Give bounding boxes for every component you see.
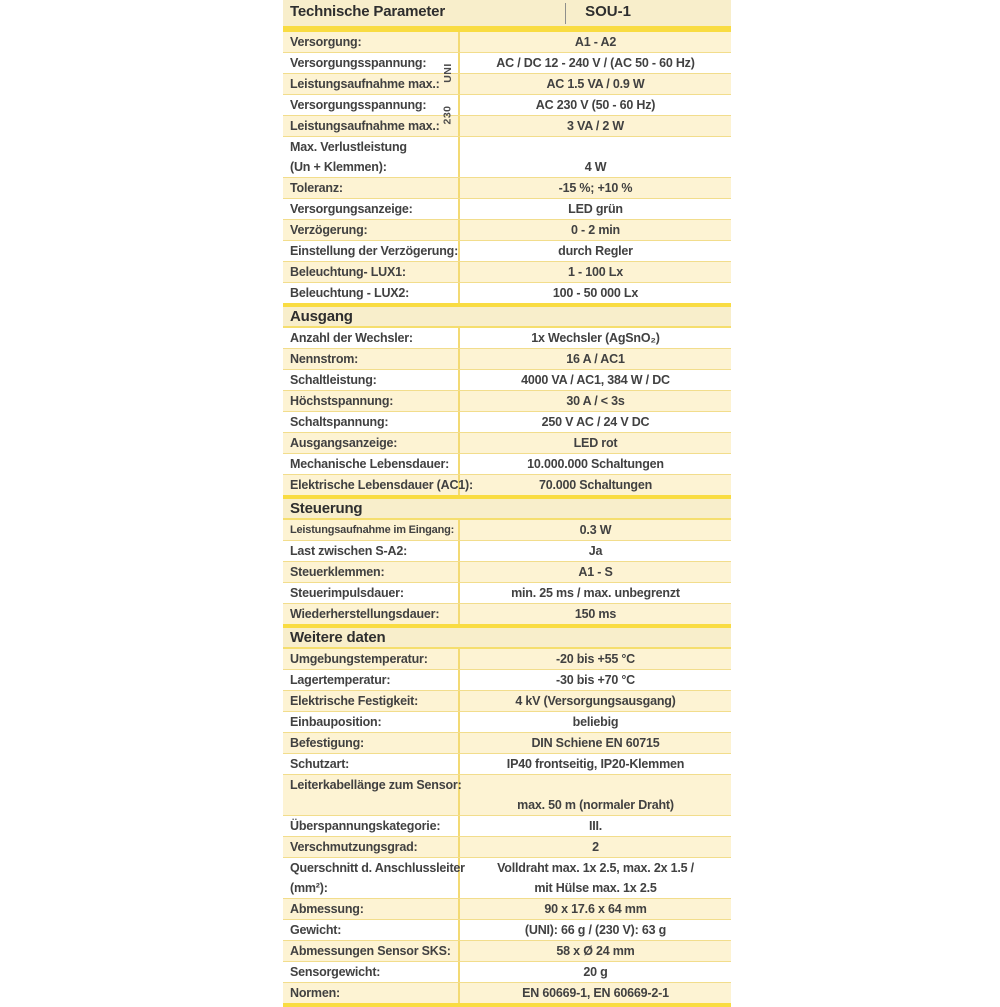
- spec-value-cell: [458, 116, 731, 136]
- spec-label-cell: [283, 370, 458, 390]
- spec-value: EN 60669-1, EN 60669-2-1: [522, 986, 669, 1000]
- spec-value-cell: [458, 433, 731, 453]
- spec-value: -30 bis +70 °C: [556, 673, 635, 687]
- spec-value: 90 x 17.6 x 64 mm: [544, 902, 647, 916]
- spec-label: Abmessung:: [290, 902, 364, 916]
- spec-label-cell: [283, 920, 458, 940]
- spec-label-cell: [283, 962, 458, 982]
- table-title: Technische Parameter: [290, 3, 445, 20]
- spec-value: beliebig: [572, 715, 619, 729]
- spec-label-cell: [283, 520, 458, 540]
- spec-value-cell: [458, 858, 731, 898]
- group-label-text: 230: [442, 105, 454, 125]
- spec-label-line2: (Un + Klemmen):: [290, 160, 387, 174]
- spec-label: Verschmutzungsgrad:: [290, 840, 418, 854]
- section-title: Weitere daten: [290, 629, 386, 646]
- spec-row: [283, 136, 731, 177]
- spec-value-cell: [458, 962, 731, 982]
- spec-row: [283, 369, 731, 390]
- spec-label: Versorgungsspannung:: [290, 98, 427, 112]
- spec-row: [283, 240, 731, 261]
- spec-row: [283, 94, 731, 125]
- spec-label: Leistungsaufnahme max.:: [290, 119, 440, 133]
- table-header: [283, 0, 731, 26]
- spec-value-cell: [458, 53, 731, 73]
- spec-label-cell: [283, 137, 458, 177]
- spec-label-cell: [283, 837, 458, 857]
- spec-label-cell: [283, 32, 458, 52]
- spec-value: AC / DC 12 - 240 V / (AC 50 - 60 Hz): [496, 56, 695, 70]
- spec-label: Toleranz:: [290, 181, 343, 195]
- spec-row: [283, 453, 731, 474]
- technical-parameters-table: [283, 0, 731, 1007]
- spec-label: Umgebungstemperatur:: [290, 652, 428, 666]
- spec-label-line2: (mm²):: [290, 881, 328, 895]
- spec-label-cell: [283, 562, 458, 582]
- spec-value-line2: max. 50 m (normaler Draht): [517, 798, 674, 812]
- spec-row: [283, 348, 731, 369]
- spec-value-cell: [458, 816, 731, 836]
- spec-row: [283, 52, 731, 83]
- spec-label: Einstellung der Verzögerung:: [290, 244, 459, 258]
- spec-value-cell: [458, 412, 731, 432]
- spec-value-cell: [458, 920, 731, 940]
- spec-value: Volldraht max. 1x 2.5, max. 2x 1.5 /: [497, 861, 694, 875]
- spec-value-cell: [458, 74, 731, 94]
- spec-value-cell: [458, 733, 731, 753]
- spec-label: Versorgung:: [290, 35, 362, 49]
- spec-label-cell: [283, 941, 458, 961]
- spec-value-cell: [458, 328, 731, 348]
- spec-row: [283, 940, 731, 961]
- spec-label: Einbauposition:: [290, 715, 382, 729]
- spec-label-cell: [283, 649, 458, 669]
- spec-label: Befestigung:: [290, 736, 364, 750]
- spec-label-cell: [283, 712, 458, 732]
- group-label-text: UNI: [442, 63, 454, 83]
- spec-label-cell: [283, 349, 458, 369]
- spec-value-cell: [458, 454, 731, 474]
- spec-value: IP40 frontseitig, IP20-Klemmen: [506, 757, 685, 771]
- spec-value: 3 VA / 2 W: [566, 119, 625, 133]
- spec-value: [460, 775, 731, 795]
- spec-row: [283, 649, 731, 669]
- spec-value: 4000 VA / AC1, 384 W / DC: [521, 373, 670, 387]
- spec-row: [283, 328, 731, 348]
- spec-label: Schaltspannung:: [290, 415, 389, 429]
- spec-label-cell: [283, 199, 458, 219]
- spec-row: [283, 732, 731, 753]
- spec-label: Beleuchtung- LUX1:: [290, 265, 406, 279]
- spec-label-cell: [283, 178, 458, 198]
- spec-label-cell: [283, 391, 458, 411]
- spec-label: Ausgangsanzeige:: [290, 436, 398, 450]
- spec-value-cell: [458, 95, 731, 115]
- section-title: Ausgang: [290, 308, 353, 325]
- section-title-band: [283, 499, 731, 518]
- spec-label-cell: [283, 116, 458, 136]
- spec-value-cell: [458, 241, 731, 261]
- spec-label: Versorgungsspannung:: [290, 56, 427, 70]
- spec-label-cell: [283, 74, 458, 94]
- spec-row: [283, 836, 731, 857]
- spec-value: A1 - A2: [574, 35, 617, 49]
- spec-label-cell: [283, 691, 458, 711]
- spec-value: III.: [588, 819, 603, 833]
- spec-row: [283, 961, 731, 982]
- section-header-weitere-daten: [283, 624, 731, 649]
- spec-label: Mechanische Lebensdauer:: [290, 457, 450, 471]
- spec-label-cell: [283, 983, 458, 1003]
- spec-label-cell: [283, 53, 458, 83]
- spec-label-cell: [283, 604, 458, 624]
- spec-row: [283, 177, 731, 198]
- spec-label-cell: [283, 754, 458, 774]
- spec-label-cell: [283, 328, 458, 348]
- spec-label-cell: [283, 583, 458, 603]
- spec-value-cell: [458, 541, 731, 561]
- spec-value: 20 g: [583, 965, 608, 979]
- spec-label-line2: [290, 795, 458, 815]
- spec-label: Abmessungen Sensor SKS:: [290, 944, 451, 958]
- spec-value: 10.000.000 Schaltungen: [527, 457, 664, 471]
- spec-row: [283, 582, 731, 603]
- spec-label: Leiterkabellänge zum Sensor:: [290, 778, 462, 792]
- spec-label: Normen:: [290, 986, 340, 1000]
- spec-value: 250 V AC / 24 V DC: [541, 415, 650, 429]
- table-bottom-bar: [283, 1003, 731, 1007]
- spec-label-cell: [283, 541, 458, 561]
- product-name: SOU-1: [585, 3, 631, 20]
- spec-value: 0.3 W: [579, 523, 612, 537]
- spec-value: min. 25 ms / max. unbegrenzt: [511, 586, 680, 600]
- spec-value: LED grün: [568, 202, 623, 216]
- spec-value-cell: [458, 899, 731, 919]
- section-title-band: [283, 307, 731, 326]
- spec-value: AC 230 V (50 - 60 Hz): [535, 98, 656, 112]
- spec-label: Elektrische Festigkeit:: [290, 694, 419, 708]
- section-title-band: [283, 628, 731, 647]
- spec-value-cell: [458, 178, 731, 198]
- spec-label-cell: [283, 454, 458, 474]
- spec-row: [283, 774, 731, 815]
- spec-label-cell: [283, 816, 458, 836]
- spec-value-line2: mit Hülse max. 1x 2.5: [534, 881, 657, 895]
- spec-value-cell: [458, 712, 731, 732]
- spec-value-cell: [458, 520, 731, 540]
- spec-label-cell: [283, 670, 458, 690]
- spec-value: 0 - 2 min: [571, 223, 620, 237]
- spec-value: LED rot: [573, 436, 618, 450]
- spec-label: Steuerklemmen:: [290, 565, 385, 579]
- spec-label: Anzahl der Wechsler:: [290, 331, 413, 345]
- spec-value: DIN Schiene EN 60715: [531, 736, 660, 750]
- spec-value-cell: [458, 137, 731, 177]
- spec-value: 16 A / AC1: [566, 352, 625, 366]
- section-header-ausgang: [283, 303, 731, 328]
- spec-label-cell: [283, 433, 458, 453]
- spec-label-cell: [283, 775, 462, 815]
- spec-value: durch Regler: [558, 244, 633, 258]
- spec-row: [283, 390, 731, 411]
- spec-label: Querschnitt d. Anschlussleiter: [290, 861, 465, 875]
- spec-value-cell: [458, 475, 731, 495]
- spec-label-cell: [283, 858, 465, 898]
- spec-row: [283, 815, 731, 836]
- spec-value-cell: [458, 583, 731, 603]
- spec-label: Nennstrom:: [290, 352, 359, 366]
- spec-value-cell: [458, 199, 731, 219]
- section-header-steuerung: [283, 495, 731, 520]
- spec-value-cell: [458, 941, 731, 961]
- spec-value-cell: [458, 983, 731, 1003]
- spec-value: 1x Wechsler (AgSnO₂): [531, 331, 660, 345]
- spec-row: [283, 411, 731, 432]
- spec-value: 58 x Ø 24 mm: [556, 944, 635, 958]
- spec-label: Lagertemperatur:: [290, 673, 391, 687]
- spec-value-cell: [458, 32, 731, 52]
- spec-value: Ja: [588, 544, 603, 558]
- spec-label: Sensorgewicht:: [290, 965, 381, 979]
- spec-value-line2: 4 W: [584, 160, 607, 174]
- spec-label: Höchstspannung:: [290, 394, 394, 408]
- spec-label: Beleuchtung - LUX2:: [290, 286, 410, 300]
- spec-value-cell: [458, 391, 731, 411]
- spec-value-cell: [458, 604, 731, 624]
- spec-row: [283, 561, 731, 582]
- spec-row: [283, 198, 731, 219]
- spec-label: Steuerimpulsdauer:: [290, 586, 404, 600]
- spec-label-cell: [283, 733, 458, 753]
- spec-row: [283, 432, 731, 453]
- spec-row: [283, 690, 731, 711]
- spec-label-cell: [283, 262, 458, 282]
- spec-value-cell: [458, 220, 731, 240]
- spec-value-cell: [458, 691, 731, 711]
- spec-row: [283, 73, 731, 94]
- section-title: Steuerung: [290, 500, 363, 517]
- spec-value-cell: [458, 837, 731, 857]
- spec-value: 30 A / < 3s: [566, 394, 625, 408]
- spec-label-cell: [283, 241, 458, 261]
- spec-value: 1 - 100 Lx: [568, 265, 623, 279]
- spec-label-cell: [283, 899, 458, 919]
- spec-value: 4 kV (Versorgungsausgang): [515, 694, 676, 708]
- spec-label: Verzögerung:: [290, 223, 368, 237]
- spec-row: [283, 261, 731, 282]
- spec-label: Schaltleistung:: [290, 373, 377, 387]
- spec-row: [283, 474, 731, 495]
- spec-value-cell: [458, 283, 731, 303]
- spec-row: [283, 520, 731, 540]
- spec-row: [283, 282, 731, 303]
- spec-value-cell: [458, 262, 731, 282]
- spec-row: [283, 540, 731, 561]
- spec-label-cell: [283, 283, 458, 303]
- spec-label: Überspannungskategorie:: [290, 819, 441, 833]
- spec-value-cell: [458, 562, 731, 582]
- spec-value: AC 1.5 VA / 0.9 W: [546, 77, 645, 91]
- spec-value-cell: [458, 649, 731, 669]
- spec-value: 2: [592, 840, 599, 854]
- spec-value: 150 ms: [574, 607, 617, 621]
- spec-value: -15 %; +10 %: [558, 181, 633, 195]
- spec-row: [283, 711, 731, 732]
- spec-row: [283, 898, 731, 919]
- spec-value: [460, 137, 731, 157]
- spec-label: Leistungsaufnahme max.:: [290, 77, 440, 91]
- spec-value-cell: [458, 754, 731, 774]
- spec-label-cell: [283, 412, 458, 432]
- spec-label: Leistungsaufnahme im Eingang:: [290, 524, 455, 536]
- spec-value: -20 bis +55 °C: [556, 652, 635, 666]
- spec-row: [283, 115, 731, 136]
- spec-value-cell: [458, 370, 731, 390]
- spec-value: 100 - 50 000 Lx: [552, 286, 639, 300]
- spec-label: Last zwischen S-A2:: [290, 544, 408, 558]
- spec-label: Versorgungsanzeige:: [290, 202, 413, 216]
- table-sections: [283, 32, 731, 1003]
- spec-value-cell: [458, 670, 731, 690]
- spec-row: [283, 32, 731, 52]
- spec-row: [283, 857, 731, 898]
- spec-value: 70.000 Schaltungen: [538, 478, 653, 492]
- spec-value-cell: [458, 349, 731, 369]
- spec-row: [283, 753, 731, 774]
- spec-row: [283, 219, 731, 240]
- spec-label-cell: [283, 475, 473, 495]
- spec-label: Wiederherstellungsdauer:: [290, 607, 440, 621]
- spec-label: Gewicht:: [290, 923, 342, 937]
- spec-label-cell: [283, 95, 458, 125]
- spec-value-cell: [458, 775, 731, 815]
- spec-row: [283, 669, 731, 690]
- spec-row: [283, 603, 731, 624]
- spec-label: Schutzart:: [290, 757, 350, 771]
- spec-row: [283, 919, 731, 940]
- spec-label: Elektrische Lebensdauer (AC1):: [290, 478, 473, 492]
- spec-value: A1 - S: [578, 565, 613, 579]
- spec-label: Max. Verlustleistung: [290, 140, 407, 154]
- spec-label-cell: [283, 220, 458, 240]
- spec-value: (UNI): 66 g / (230 V): 63 g: [524, 923, 667, 937]
